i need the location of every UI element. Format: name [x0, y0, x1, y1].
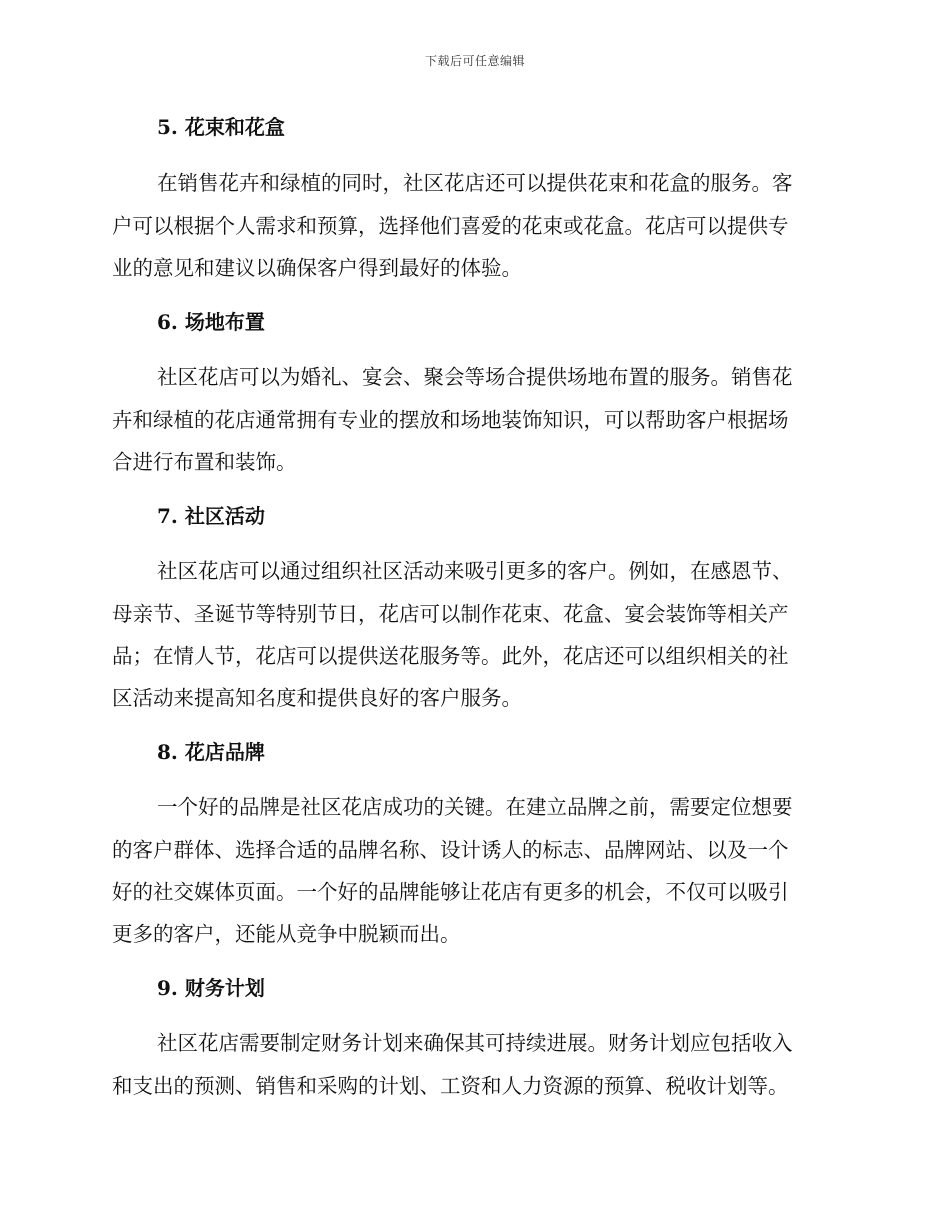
paragraph-line: 和支出的预测、销售和采购的计划、工资和人力资源的预算、税收计划等。: [112, 1074, 789, 1098]
paragraph-line: 社区花店需要制定财务计划来确保其可持续进展。财务计划应包括收入: [157, 1031, 793, 1055]
paragraph-line: 的客户群体、选择合适的品牌名称、设计诱人的标志、品牌网站、以及一个: [112, 838, 789, 862]
paragraph-line: 母亲节、圣诞节等特别节日，花店可以制作花束、花盒、宴会装饰等相关产: [112, 602, 789, 626]
paragraph-line: 社区花店可以通过组织社区活动来吸引更多的客户。例如，在感恩节、: [157, 559, 793, 583]
section-heading-9: 9. 财务计划: [157, 976, 265, 1000]
paragraph-line: 一个好的品牌是社区花店成功的关键。在建立品牌之前，需要定位想要: [157, 795, 793, 819]
page-header: 下载后可任意编辑: [424, 54, 525, 68]
section-heading-5: 5. 花束和花盒: [157, 115, 285, 139]
paragraph-line: 卉和绿植的花店通常拥有专业的摆放和场地装饰知识，可以帮助客户根据场: [112, 408, 789, 432]
paragraph-line: 区活动来提高知名度和提供良好的客户服务。: [112, 686, 522, 710]
section-heading-8: 8. 花店品牌: [157, 740, 265, 764]
paragraph-line: 品；在情人节，花店可以提供送花服务等。此外，花店还可以组织相关的社: [112, 644, 789, 668]
paragraph-line: 社区花店可以为婚礼、宴会、聚会等场合提供场地布置的服务。销售花: [157, 365, 793, 389]
paragraph-line: 户可以根据个人需求和预算，选择他们喜爱的花束或花盒。花店可以提供专: [112, 214, 789, 238]
paragraph-line: 业的意见和建议以确保客户得到最好的体验。: [112, 256, 522, 280]
paragraph-line: 合进行布置和装饰。: [112, 450, 297, 474]
section-heading-7: 7. 社区活动: [157, 504, 265, 528]
paragraph-line: 更多的客户，还能从竞争中脱颖而出。: [112, 922, 461, 946]
paragraph-line: 好的社交媒体页面。一个好的品牌能够让花店有更多的机会，不仅可以吸引: [112, 880, 789, 904]
paragraph-line: 在销售花卉和绿植的同时，社区花店还可以提供花束和花盒的服务。客: [157, 171, 793, 195]
section-heading-6: 6. 场地布置: [157, 310, 265, 334]
